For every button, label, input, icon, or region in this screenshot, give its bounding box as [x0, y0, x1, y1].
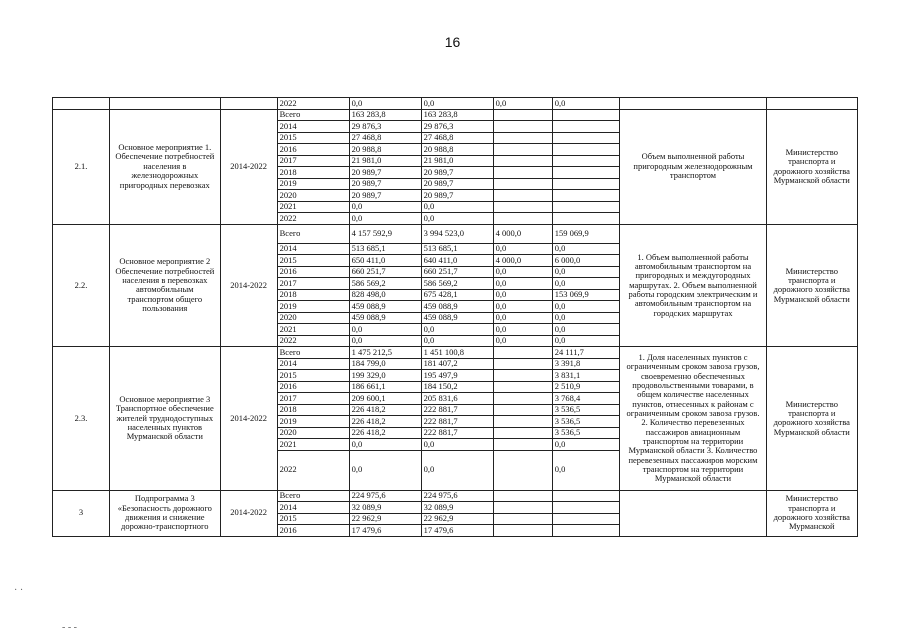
regional-cell: 586 569,2: [421, 278, 493, 290]
federal-cell: 0,0: [493, 289, 552, 301]
federal-cell: [493, 213, 552, 225]
federal-cell: [493, 502, 552, 514]
federal-cell: [493, 190, 552, 202]
regional-cell: 222 881,7: [421, 416, 493, 428]
other-cell: [552, 167, 620, 179]
federal-cell: [493, 416, 552, 428]
regional-cell: 20 989,7: [421, 178, 493, 190]
margin-marks: · ·: [14, 585, 24, 596]
federal-cell: 0,0: [493, 324, 552, 336]
other-cell: 3 536,5: [552, 416, 620, 428]
table-row: [53, 490, 858, 502]
year-cell: 2017: [277, 278, 349, 290]
other-cell: 3 536,5: [552, 404, 620, 416]
regional-cell: 205 831,6: [421, 393, 493, 405]
other-cell: 0,0: [552, 301, 620, 313]
year-cell: 2019: [277, 301, 349, 313]
year-cell: 2014: [277, 502, 349, 514]
regional-cell: 27 468,8: [421, 132, 493, 144]
regional-cell: 459 088,9: [421, 301, 493, 313]
total-cell: 226 418,2: [349, 416, 421, 428]
other-cell: [552, 178, 620, 190]
year-cell: 2020: [277, 312, 349, 324]
total-cell: 828 498,0: [349, 289, 421, 301]
other-cell: 0,0: [552, 312, 620, 324]
section-id: 3: [53, 490, 110, 536]
regional-cell: 0,0: [421, 201, 493, 213]
other-cell: [552, 155, 620, 167]
regional-cell: 513 685,1: [421, 243, 493, 255]
regional-cell: 32 089,9: [421, 502, 493, 514]
regional-cell: 181 407,2: [421, 358, 493, 370]
total-cell: 4 157 592,9: [349, 224, 421, 243]
other-cell: [552, 144, 620, 156]
other-cell: [552, 502, 620, 514]
other-cell: 0,0: [552, 335, 620, 347]
section-title: Подпрограмма 3 «Безопасность дорожного движения и снижение дорожно-транспортного: [109, 490, 220, 536]
total-cell: 20 989,7: [349, 178, 421, 190]
federal-cell: [493, 178, 552, 190]
total-cell: 0,0: [349, 439, 421, 451]
regional-cell: 0,0: [421, 335, 493, 347]
year-cell: 2014: [277, 121, 349, 133]
federal-cell: [493, 347, 552, 359]
year-cell: 2016: [277, 144, 349, 156]
total-cell: 0,0: [349, 98, 421, 110]
regional-cell: 640 411,0: [421, 255, 493, 267]
federal-cell: [493, 370, 552, 382]
regional-cell: 459 088,9: [421, 312, 493, 324]
total-cell: 0,0: [349, 335, 421, 347]
other-cell: [552, 490, 620, 502]
year-cell: 2016: [277, 381, 349, 393]
year-cell: 2022: [277, 213, 349, 225]
total-cell: 17 479,6: [349, 525, 421, 537]
year-cell: 2019: [277, 178, 349, 190]
total-cell: 513 685,1: [349, 243, 421, 255]
section-title: Основное мероприятие 1. Обеспечение потребностей населения в железнодорожных пригородных перевозках: [109, 109, 220, 224]
table-row: [53, 224, 858, 243]
year-cell: 2022: [277, 335, 349, 347]
other-cell: 153 069,9: [552, 289, 620, 301]
year-cell: 2016: [277, 525, 349, 537]
federal-cell: [493, 358, 552, 370]
regional-cell: 20 989,7: [421, 190, 493, 202]
total-cell: 0,0: [349, 450, 421, 490]
year-cell: 2015: [277, 370, 349, 382]
regional-cell: 163 283,8: [421, 109, 493, 121]
total-cell: 27 468,8: [349, 132, 421, 144]
federal-cell: [493, 450, 552, 490]
federal-cell: [493, 381, 552, 393]
section-id: 2.3.: [53, 347, 110, 491]
year-cell: Всего: [277, 224, 349, 243]
regional-cell: 0,0: [421, 98, 493, 110]
section-period: 2014-2022: [220, 490, 277, 536]
regional-cell: 184 150,2: [421, 381, 493, 393]
year-cell: 2020: [277, 190, 349, 202]
total-cell: 0,0: [349, 324, 421, 336]
section-id: 2.2.: [53, 224, 110, 347]
federal-cell: [493, 132, 552, 144]
total-cell: 20 988,8: [349, 144, 421, 156]
year-cell: 2021: [277, 201, 349, 213]
year-cell: 2019: [277, 416, 349, 428]
total-cell: 586 569,2: [349, 278, 421, 290]
total-cell: 21 981,0: [349, 155, 421, 167]
section-executor: Министерство транспорта и дорожного хозяйства Мурманской области: [766, 224, 857, 347]
regional-cell: 222 881,7: [421, 404, 493, 416]
federal-cell: 0,0: [493, 312, 552, 324]
year-cell: 2015: [277, 513, 349, 525]
other-cell: 0,0: [552, 98, 620, 110]
other-cell: [552, 109, 620, 121]
year-cell: 2021: [277, 324, 349, 336]
other-cell: 0,0: [552, 324, 620, 336]
regional-cell: 20 988,8: [421, 144, 493, 156]
section-executor: Министерство транспорта и дорожного хозяйства Мурманской: [766, 490, 857, 536]
page-number: 16: [444, 34, 461, 50]
year-cell: 2016: [277, 266, 349, 278]
section-period: 2014-2022: [220, 224, 277, 347]
regional-cell: 0,0: [421, 439, 493, 451]
federal-cell: [493, 525, 552, 537]
other-cell: 0,0: [552, 450, 620, 490]
total-cell: 20 989,7: [349, 167, 421, 179]
regional-cell: 0,0: [421, 213, 493, 225]
year-cell: 2018: [277, 167, 349, 179]
regional-cell: 0,0: [421, 450, 493, 490]
other-cell: 3 536,5: [552, 427, 620, 439]
year-cell: 2015: [277, 255, 349, 267]
federal-cell: 0,0: [493, 335, 552, 347]
other-cell: 0,0: [552, 278, 620, 290]
section-executor: Министерство транспорта и дорожного хозяйства Мурманской области: [766, 109, 857, 224]
regional-cell: 1 451 100,8: [421, 347, 493, 359]
section-period: 2014-2022: [220, 347, 277, 491]
regional-cell: 224 975,6: [421, 490, 493, 502]
federal-cell: [493, 201, 552, 213]
year-cell: 2021: [277, 439, 349, 451]
federal-cell: 4 000,0: [493, 255, 552, 267]
year-cell: 2017: [277, 393, 349, 405]
regional-cell: 195 497,9: [421, 370, 493, 382]
regional-cell: 20 989,7: [421, 167, 493, 179]
total-cell: 199 329,0: [349, 370, 421, 382]
other-cell: [552, 513, 620, 525]
federal-cell: [493, 427, 552, 439]
other-cell: 6 000,0: [552, 255, 620, 267]
section-indicator: 1. Объем выполненной работы автомобильным транспортом на пригородных и междугородных маршрутах. 2. Объем выполненной работы городским электрическим и автомобильным транспортом на городских маршрутах: [620, 224, 766, 347]
regional-cell: 222 881,7: [421, 427, 493, 439]
federal-cell: 0,0: [493, 266, 552, 278]
other-cell: [552, 213, 620, 225]
total-cell: 20 989,7: [349, 190, 421, 202]
federal-cell: 0,0: [493, 301, 552, 313]
total-cell: 1 475 212,5: [349, 347, 421, 359]
federal-cell: [493, 109, 552, 121]
year-cell: Всего: [277, 490, 349, 502]
total-cell: 226 418,2: [349, 427, 421, 439]
federal-cell: 0,0: [493, 98, 552, 110]
year-cell: 2018: [277, 404, 349, 416]
regional-cell: 3 994 523,0: [421, 224, 493, 243]
year-cell: 2017: [277, 155, 349, 167]
total-cell: 163 283,8: [349, 109, 421, 121]
other-cell: [552, 201, 620, 213]
total-cell: 650 411,0: [349, 255, 421, 267]
other-cell: 24 111,7: [552, 347, 620, 359]
table-row: [53, 347, 858, 359]
other-cell: 0,0: [552, 243, 620, 255]
section-executor: Министерство транспорта и дорожного хозяйства Мурманской области: [766, 347, 857, 491]
federal-cell: [493, 513, 552, 525]
table-row: [53, 109, 858, 121]
total-cell: 184 799,0: [349, 358, 421, 370]
federal-cell: [493, 121, 552, 133]
section-indicator: Объем выполненной работы пригородным железнодорожным транспортом: [620, 109, 766, 224]
federal-cell: 0,0: [493, 243, 552, 255]
federal-cell: [493, 144, 552, 156]
federal-cell: [493, 167, 552, 179]
total-cell: 0,0: [349, 201, 421, 213]
other-cell: [552, 132, 620, 144]
regional-cell: 675 428,1: [421, 289, 493, 301]
total-cell: 224 975,6: [349, 490, 421, 502]
other-cell: 3 391,8: [552, 358, 620, 370]
section-title: Основное мероприятие 2 Обеспечение потребностей населения в перевозках автомобильным транспортом общего пользования: [109, 224, 220, 347]
section-indicator: [620, 490, 766, 536]
other-cell: 3 831,1: [552, 370, 620, 382]
federal-cell: [493, 439, 552, 451]
federal-cell: 4 000,0: [493, 224, 552, 243]
table-row: [53, 98, 858, 110]
regional-cell: 22 962,9: [421, 513, 493, 525]
total-cell: 186 661,1: [349, 381, 421, 393]
total-cell: 32 089,9: [349, 502, 421, 514]
regional-cell: 17 479,6: [421, 525, 493, 537]
total-cell: 22 962,9: [349, 513, 421, 525]
total-cell: 459 088,9: [349, 301, 421, 313]
year-cell: 2022: [277, 450, 349, 490]
year-cell: 2022: [277, 98, 349, 110]
total-cell: 226 418,2: [349, 404, 421, 416]
regional-cell: 29 876,3: [421, 121, 493, 133]
year-cell: 2015: [277, 132, 349, 144]
federal-cell: [493, 404, 552, 416]
year-cell: Всего: [277, 109, 349, 121]
other-cell: 159 069,9: [552, 224, 620, 243]
year-cell: 2014: [277, 358, 349, 370]
year-cell: 2014: [277, 243, 349, 255]
regional-cell: 0,0: [421, 324, 493, 336]
other-cell: 3 768,4: [552, 393, 620, 405]
total-cell: 209 600,1: [349, 393, 421, 405]
section-id: 2.1.: [53, 109, 110, 224]
other-cell: 0,0: [552, 439, 620, 451]
total-cell: 459 088,9: [349, 312, 421, 324]
total-cell: 29 876,3: [349, 121, 421, 133]
other-cell: [552, 190, 620, 202]
total-cell: 0,0: [349, 213, 421, 225]
other-cell: [552, 525, 620, 537]
total-cell: 660 251,7: [349, 266, 421, 278]
section-title: Основное мероприятие 3 Транспортное обеспечение жителей труднодоступных населенных пунктов Мурманской области: [109, 347, 220, 491]
other-cell: [552, 121, 620, 133]
federal-cell: [493, 155, 552, 167]
section-indicator: 1. Доля населенных пунктов с ограниченным сроком завоза грузов, своевременно обеспеченных продовольственными товарами, в общем количестве населенных пунктов, отнесенных к районам с ограниченным сроком завоза грузов. 2. Количество перевезенных пассажиров авиационным транспортом на территории Мурманской области 3. Количество перевезенных пассажиров морским транспортом на территории Мурманской области: [620, 347, 766, 491]
federal-cell: [493, 490, 552, 502]
budget-table: [52, 97, 858, 537]
regional-cell: 21 981,0: [421, 155, 493, 167]
section-period: 2014-2022: [220, 109, 277, 224]
year-cell: Всего: [277, 347, 349, 359]
margin-marks-bottom: - - -: [62, 622, 77, 633]
regional-cell: 660 251,7: [421, 266, 493, 278]
federal-cell: [493, 393, 552, 405]
other-cell: 2 510,9: [552, 381, 620, 393]
other-cell: 0,0: [552, 266, 620, 278]
year-cell: 2020: [277, 427, 349, 439]
year-cell: 2018: [277, 289, 349, 301]
federal-cell: 0,0: [493, 278, 552, 290]
